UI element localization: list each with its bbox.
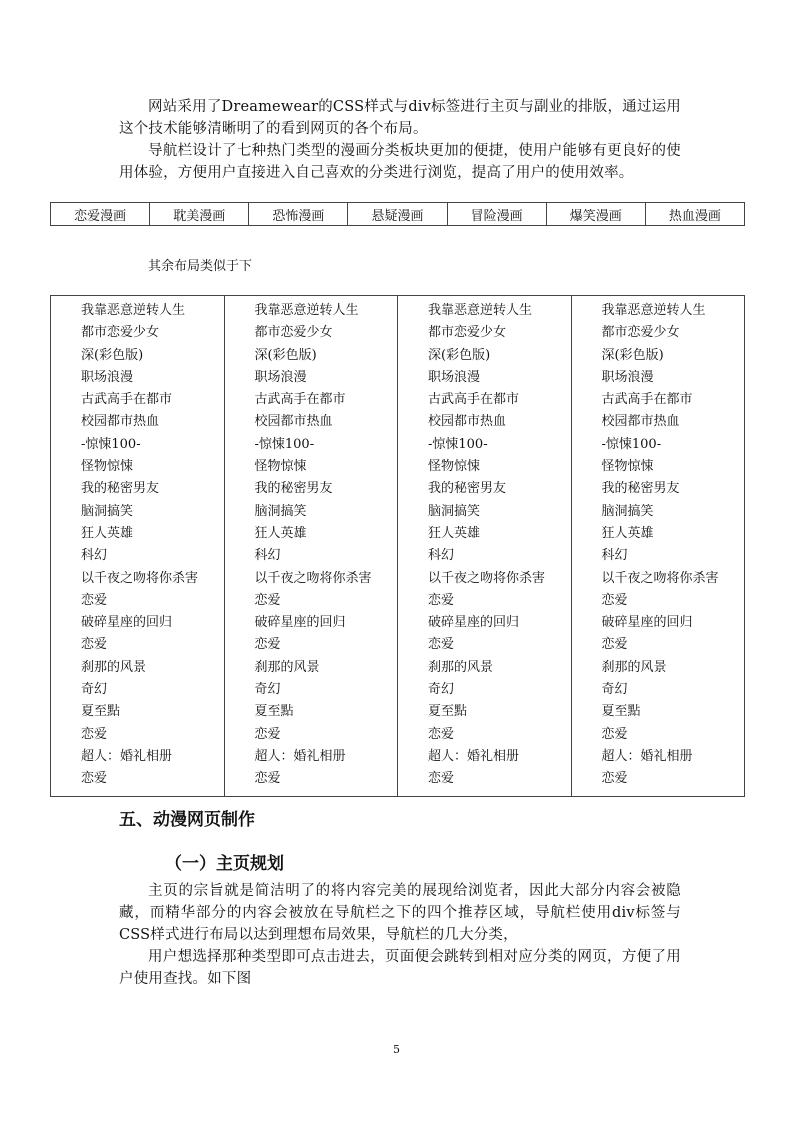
intro-paragraph-2: 导航栏设计了七种热门类型的漫画分类板块更加的便捷，使用户能够有更良好的使用体验，方便用户直接进入自己喜欢的分类进行浏览，提高了用户的使用效率。 xyxy=(119,143,681,181)
nav-cell-bl[interactable]: 耽美漫画 xyxy=(150,203,249,226)
nav-cell-horror[interactable]: 恐怖漫画 xyxy=(249,203,348,226)
grid-item[interactable]: 夏至點 xyxy=(428,704,468,720)
grid-item[interactable]: 奇幻 xyxy=(254,682,281,698)
grid-item[interactable]: 以千夜之吻将你杀害 xyxy=(254,570,372,586)
page-number: 5 xyxy=(393,1043,400,1056)
grid-item[interactable]: 古武高手在都市 xyxy=(428,392,520,408)
grid-item[interactable]: 刹那的风景 xyxy=(428,659,494,675)
grid-item[interactable]: 恋爱 xyxy=(428,771,455,787)
grid-item[interactable]: 破碎星座的回归 xyxy=(428,615,520,631)
grid-item[interactable]: 古武高手在都市 xyxy=(601,392,693,408)
grid-item[interactable]: -惊悚100- xyxy=(254,436,315,452)
grid-item[interactable]: 脑洞搞笑 xyxy=(81,503,134,519)
grid-item[interactable]: -惊悚100- xyxy=(428,436,488,452)
grid-item[interactable]: 超人：婚礼相册 xyxy=(428,748,520,764)
nav-cell-mystery[interactable]: 悬疑漫画 xyxy=(348,203,447,226)
grid-column xyxy=(572,296,745,796)
grid-item[interactable]: 恋爱 xyxy=(254,637,281,653)
nav-cell-romance[interactable]: 恋爱漫画 xyxy=(51,203,150,226)
grid-item[interactable]: 恋爱 xyxy=(254,771,281,787)
grid-item[interactable]: 恋爱 xyxy=(254,726,281,742)
grid-item[interactable]: 破碎星座的回归 xyxy=(254,615,346,631)
grid-item[interactable]: 超人：婚礼相册 xyxy=(601,748,693,764)
grid-item[interactable]: 都市恋爱少女 xyxy=(81,325,160,341)
grid-item[interactable]: 我靠恶意逆转人生 xyxy=(81,303,186,318)
nav-cell-adventure[interactable]: 冒险漫画 xyxy=(447,203,546,226)
grid-item[interactable]: 刹那的风景 xyxy=(81,659,147,675)
grid-item[interactable]: 夏至點 xyxy=(81,704,121,720)
grid-item[interactable]: 超人：婚礼相册 xyxy=(254,748,346,764)
layout-caption: 其余布局类似于下 xyxy=(148,259,253,274)
grid-item[interactable]: 我的秘密男友 xyxy=(428,481,507,497)
grid-item[interactable]: 深(彩色版) xyxy=(428,347,491,363)
grid-item[interactable]: 狂人英雄 xyxy=(428,525,481,541)
grid-item[interactable]: 恋爱 xyxy=(81,771,108,787)
grid-item[interactable]: 狂人英雄 xyxy=(254,525,307,541)
grid-item[interactable]: 古武高手在都市 xyxy=(81,392,173,408)
grid-item[interactable]: 超人：婚礼相册 xyxy=(81,748,173,764)
grid-item[interactable]: 科幻 xyxy=(81,548,108,564)
grid-item[interactable]: 恋爱 xyxy=(428,592,455,608)
grid-item[interactable]: 怪物惊悚 xyxy=(428,459,481,475)
grid-item[interactable]: 以千夜之吻将你杀害 xyxy=(81,570,199,586)
section-subheading: （一）主页规划 xyxy=(165,854,284,874)
grid-item[interactable]: 古武高手在都市 xyxy=(254,392,346,408)
grid-item[interactable]: 恋爱 xyxy=(601,726,628,742)
grid-column xyxy=(51,296,225,796)
grid-item[interactable]: 夏至點 xyxy=(601,704,641,720)
grid-item[interactable]: 我靠恶意逆转人生 xyxy=(601,303,706,318)
grid-column xyxy=(225,296,399,796)
nav-cell-comedy[interactable]: 爆笑漫画 xyxy=(546,203,645,226)
grid-item[interactable]: 奇幻 xyxy=(601,682,628,698)
grid-item[interactable]: 深(彩色版) xyxy=(254,347,317,363)
grid-item[interactable]: -惊悚100- xyxy=(601,436,662,452)
intro-paragraph-1: 网站采用了Dreamewear的CSS样式与div标签进行主页与副业的排版，通过运用这个技术能够清晰明了的看到网页的各个布局。 xyxy=(119,99,681,137)
grid-item[interactable]: 怪物惊悚 xyxy=(601,459,654,475)
grid-item[interactable]: 校园都市热血 xyxy=(254,414,333,430)
grid-item[interactable]: 恋爱 xyxy=(81,726,108,742)
grid-item[interactable]: 我的秘密男友 xyxy=(601,481,680,497)
nav-cell-action[interactable]: 热血漫画 xyxy=(645,203,744,226)
grid-item[interactable]: 恋爱 xyxy=(601,637,628,653)
grid-item[interactable]: 校园都市热血 xyxy=(601,414,680,430)
grid-item[interactable]: 职场浪漫 xyxy=(81,369,134,385)
grid-item[interactable]: 狂人英雄 xyxy=(601,525,654,541)
grid-item[interactable]: 夏至點 xyxy=(254,704,294,720)
grid-item[interactable]: 恋爱 xyxy=(254,592,281,608)
grid-item[interactable]: 恋爱 xyxy=(601,771,628,787)
grid-item[interactable]: 恋爱 xyxy=(428,726,455,742)
grid-item[interactable]: 都市恋爱少女 xyxy=(254,325,333,341)
grid-item[interactable]: 我的秘密男友 xyxy=(254,481,333,497)
grid-item[interactable]: 科幻 xyxy=(428,548,455,564)
grid-item[interactable]: 狂人英雄 xyxy=(81,525,134,541)
section-paragraph-1: 主页的宗旨就是简洁明了的将内容完美的展现给浏览者，因此大部分内容会被隐藏，而精华部分的内容会被放在导航栏之下的四个推荐区域，导航栏使用div标签与CSS样式进行布局以达到理想布局效果，导航栏的几大分类， xyxy=(119,883,681,943)
grid-item[interactable]: 我靠恶意逆转人生 xyxy=(254,303,359,318)
section-paragraph-2: 用户想选择那种类型即可点击进去，页面便会跳转到相对应分类的网页，方便了用户使用查找。如下图 xyxy=(119,949,681,987)
grid-item[interactable]: 以千夜之吻将你杀害 xyxy=(601,570,719,586)
grid-column xyxy=(398,296,572,796)
layout-grid-table xyxy=(50,295,745,797)
grid-item[interactable]: 都市恋爱少女 xyxy=(601,325,680,341)
grid-item[interactable]: 校园都市热血 xyxy=(428,414,507,430)
grid-item[interactable]: 破碎星座的回归 xyxy=(81,615,173,631)
grid-item[interactable]: 职场浪漫 xyxy=(601,369,654,385)
grid-item[interactable]: 校园都市热血 xyxy=(81,414,160,430)
grid-item[interactable]: 以千夜之吻将你杀害 xyxy=(428,570,546,586)
grid-item[interactable]: 职场浪漫 xyxy=(254,369,307,385)
grid-item[interactable]: 脑洞搞笑 xyxy=(254,503,307,519)
grid-item[interactable]: 恋爱 xyxy=(81,592,108,608)
grid-item[interactable]: 奇幻 xyxy=(81,682,108,698)
grid-item[interactable]: 破碎星座的回归 xyxy=(601,615,693,631)
grid-item[interactable]: 科幻 xyxy=(601,548,628,564)
grid-item[interactable]: 怪物惊悚 xyxy=(81,459,134,475)
grid-item[interactable]: 脑洞搞笑 xyxy=(601,503,654,519)
grid-item[interactable]: 恋爱 xyxy=(81,637,108,653)
category-nav-table xyxy=(50,202,745,226)
grid-item[interactable]: 脑洞搞笑 xyxy=(428,503,481,519)
grid-item[interactable]: 深(彩色版) xyxy=(601,347,664,363)
grid-item[interactable]: 职场浪漫 xyxy=(428,369,481,385)
grid-item[interactable]: -惊悚100- xyxy=(81,436,141,452)
grid-item[interactable]: 恋爱 xyxy=(428,637,455,653)
grid-item[interactable]: 奇幻 xyxy=(428,682,455,698)
grid-item[interactable]: 深(彩色版) xyxy=(81,347,144,363)
grid-item[interactable]: 刹那的风景 xyxy=(601,659,667,675)
grid-item[interactable]: 怪物惊悚 xyxy=(254,459,307,475)
section-heading: 五、动漫网页制作 xyxy=(119,810,255,830)
grid-item[interactable]: 我靠恶意逆转人生 xyxy=(428,303,533,318)
grid-item[interactable]: 科幻 xyxy=(254,548,281,564)
grid-item[interactable]: 都市恋爱少女 xyxy=(428,325,507,341)
grid-item[interactable]: 我的秘密男友 xyxy=(81,481,160,497)
grid-item[interactable]: 刹那的风景 xyxy=(254,659,320,675)
grid-item[interactable]: 恋爱 xyxy=(601,592,628,608)
